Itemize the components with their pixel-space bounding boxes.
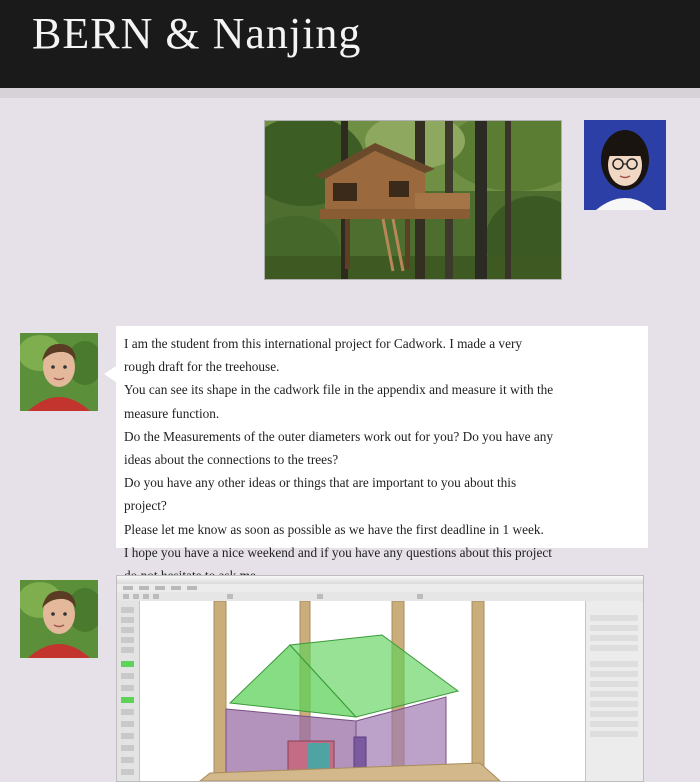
- cad-left-toolbox: [117, 601, 140, 781]
- cad-property-field: [590, 671, 638, 677]
- cad-toolbar-button: [143, 594, 149, 599]
- message-line: Do the Measurements of the outer diameters work out for you? Do you have any: [124, 428, 554, 444]
- cad-tool: [121, 733, 134, 739]
- cad-property-field: [590, 635, 638, 641]
- cad-tool: [121, 745, 134, 751]
- avatar-boy-image: [20, 333, 98, 411]
- cad-property-field: [590, 711, 638, 717]
- avatar-girl: [584, 120, 666, 210]
- cad-property-field: [590, 615, 638, 621]
- message-text: [124, 332, 644, 587]
- message-line: rough draft for the treehouse.: [124, 359, 280, 375]
- cad-property-field: [590, 625, 638, 631]
- message-bubble: [116, 326, 648, 560]
- cad-toolbar-button: [227, 594, 233, 599]
- message-line: Do you have any other ideas or things that are important to you about this: [124, 475, 517, 491]
- message-line: Please let me know as soon as possible as we have the first deadline in 1 week.: [124, 521, 544, 537]
- cad-tool: [121, 757, 134, 763]
- cad-tool-active: [121, 697, 134, 703]
- cad-toolbar-button: [317, 594, 323, 599]
- cadwork-3d-model: [140, 601, 585, 781]
- cad-menu-item: [171, 586, 181, 590]
- page-header: [0, 0, 700, 88]
- cad-menu-item: [139, 586, 149, 590]
- cad-tool: [121, 617, 134, 623]
- cad-menu-item: [155, 586, 165, 590]
- cad-property-field: [590, 661, 638, 667]
- message-line: I hope you have a nice weekend and if you have any questions about this project: [124, 544, 552, 560]
- cad-property-field: [590, 721, 638, 727]
- cad-tool: [121, 685, 134, 691]
- cad-property-field: [590, 691, 638, 697]
- cad-tool: [121, 627, 134, 633]
- cadwork-screenshot: [116, 575, 644, 782]
- message-line: measure function.: [124, 405, 220, 421]
- cad-properties-panel: [585, 601, 643, 781]
- cad-toolbar-button: [417, 594, 423, 599]
- cad-toolbar-button: [123, 594, 129, 599]
- cad-tool: [121, 607, 134, 613]
- cad-tool: [121, 673, 134, 679]
- avatar-boy: [20, 580, 98, 658]
- cad-menu-item: [187, 586, 197, 590]
- treehouse-photo-image: [265, 121, 561, 279]
- cad-tool: [121, 647, 134, 653]
- message-line: project?: [124, 498, 167, 514]
- cad-toolbar-button: [133, 594, 139, 599]
- message-line: I am the student from this international project for Cadwork. I made a very: [124, 336, 523, 351]
- cad-property-field: [590, 731, 638, 737]
- cad-property-field: [590, 701, 638, 707]
- cad-property-field: [590, 645, 638, 651]
- bubble-tail: [104, 366, 116, 382]
- cad-3d-viewport: [140, 601, 585, 781]
- page-title: BERN & Nanjing: [32, 9, 362, 58]
- cad-tool: [121, 637, 134, 643]
- message-line: ideas about the connections to the trees?: [124, 452, 339, 468]
- avatar-girl-image: [584, 120, 666, 210]
- cad-property-field: [590, 681, 638, 687]
- cad-tool: [121, 709, 134, 715]
- avatar-boy-image: [20, 580, 98, 658]
- cad-tool-active: [121, 661, 134, 667]
- treehouse-photo: [264, 120, 562, 280]
- header-divider: [0, 88, 700, 98]
- cad-tool: [121, 769, 134, 775]
- cad-tool: [121, 721, 134, 727]
- cad-menu-item: [123, 586, 133, 590]
- avatar-boy: [20, 333, 98, 411]
- cad-toolbar-button: [153, 594, 159, 599]
- message-line: You can see its shape in the cadwork file in the appendix and measure it with the: [124, 382, 554, 398]
